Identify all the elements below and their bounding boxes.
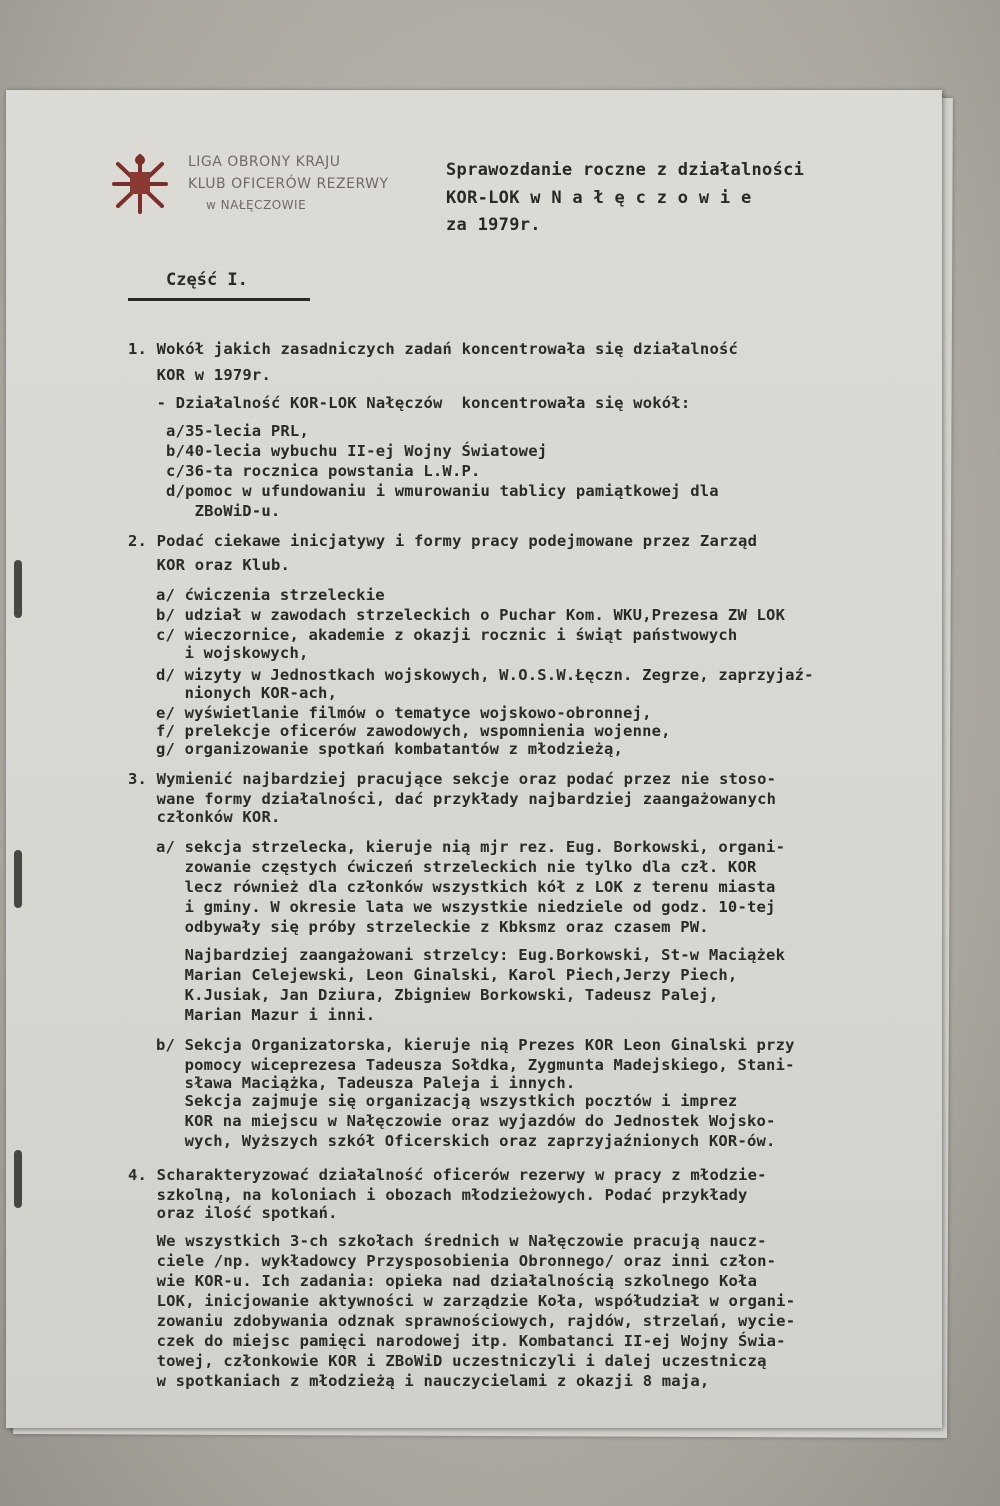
text-line: członków KOR. [128,808,281,826]
text-line: Marian Celejewski, Leon Ginalski, Karol Piech,Jerzy Piech, [156,966,738,984]
text-line: nionych KOR-ach, [156,684,338,702]
text-line: b/40-lecia wybuchu II-ej Wojny Światowej [166,442,548,460]
text-line: We wszystkich 3-ch szkołach średnich w Nałęczowie pracują naucz- [128,1232,767,1250]
text-line: wane formy działalności, dać przykłady najbardziej zaangażowanych [128,790,777,808]
text-line: zowanie częstych ćwiczeń strzeleckich nie tylko dla czł. KOR [156,858,757,876]
text-line: c/36-ta rocznica powstania L.W.P. [166,462,481,480]
punch-hole [14,850,22,908]
text-line: i gminy. W okresie lata we wszystkie niedziele od godz. 10-tej [156,898,776,916]
text-line: e/ wyświetlanie filmów o tematyce wojskowo-obronnej, [156,704,652,722]
text-line: d/pomoc w ufundowaniu i wmurowaniu tablicy pamiątkowej dla [166,482,719,500]
typewritten-page [6,90,942,1428]
text-line: c/ wieczornice, akademie z okazji rocznic i świąt państwowych [156,626,738,644]
text-line: d/ wizyty w Jednostkach wojskowych, W.O.S.W.Łęczn. Zegrze, zaprzyjaź- [156,666,814,684]
document-title-line-2: KOR-LOK w N a ł ę c z o w i e [446,188,752,208]
text-line: Marian Mazur i inni. [156,1006,376,1024]
organization-stamp [106,150,389,220]
text-line: KOR oraz Klub. [128,556,291,574]
text-line: 3. Wymienić najbardziej pracujące sekcje oraz podać przez nie stoso- [128,770,777,788]
text-line: wie KOR-u. Ich zadania: opieka nad działalnością szkolnego Koła [128,1272,758,1290]
text-line: czek do miejsc pamięci narodowej itp. Kombatanci II-ej Wojny Świa- [128,1332,786,1350]
text-line: b/ Sekcja Organizatorska, kieruje nią Prezes KOR Leon Ginalski przy [156,1036,795,1054]
document-title-line-1: Sprawozdanie roczne z działalności [446,160,805,180]
text-line: a/ sekcja strzelecka, kieruje nią mjr rez. Eug. Borkowski, organi- [156,838,786,856]
stamp-line-2: KLUB OFICERÓW REZERWY [188,176,389,192]
text-line: 1. Wokół jakich zasadniczych zadań koncentrowała się działalność [128,340,739,358]
text-line: sława Maciążka, Tadeusza Paleja i innych. [156,1074,576,1092]
text-line: LOK, inicjowanie aktywności w zarządzie Koła, współudział w organi- [128,1292,796,1310]
document-title-line-3: za 1979r. [446,215,541,235]
text-line: towej, członkowie KOR i ZBoWiD uczestniczyli i dalej uczestniczą [128,1352,767,1370]
text-line: KOR na miejscu w Nałęczowie oraz wyjazdów do Jednostek Wojsko- [156,1112,776,1130]
text-line: ZBoWiD-u. [166,502,281,520]
text-line: wych, Wyższych szkół Oficerskich oraz zaprzyjaźnionych KOR-ów. [156,1132,776,1150]
stamp-line-1: LIGA OBRONY KRAJU [188,154,341,170]
text-line: Najbardziej zaangażowani strzelcy: Eug.Borkowski, St-w Maciążek [156,946,786,964]
text-line: zowaniu zdobywania odznak sprawnościowych, rajdów, strzelań, wycie- [128,1312,796,1330]
part-heading-underline [128,298,310,301]
text-line: lecz również dla członków wszystkich kół z LOK z terenu miasta [156,878,776,896]
text-line: Sekcja zajmuje się organizacją wszystkich pocztów i imprez [156,1092,738,1110]
text-line: pomocy wiceprezesa Tadeusza Sołdka, Zygmunta Madejskiego, Stani- [156,1056,795,1074]
text-line: f/ prelekcje oficerów zawodowych, wspomnienia wojenne, [156,722,671,740]
text-line: oraz ilość spotkań. [128,1204,338,1222]
text-line: odbywały się próby strzeleckie z Kbksmz oraz czasem PW. [156,918,709,936]
text-line: 2. Podać ciekawe inicjatywy i formy pracy podejmowane przez Zarząd [128,532,758,550]
text-line: szkolną, na koloniach i obozach młodzieżowych. Podać przykłady [128,1186,748,1204]
text-line: i wojskowych, [156,644,309,662]
text-line: KOR w 1979r. [128,366,271,384]
text-line: ciele /np. wykładowcy Przysposobienia Obronnego/ oraz inni człon- [128,1252,777,1270]
text-line: K.Jusiak, Jan Dziura, Zbigniew Borkowski, Tadeusz Palej, [156,986,719,1004]
lok-cross-emblem [106,150,174,216]
part-heading: Część I. [166,270,248,290]
text-line: b/ udział w zawodach strzeleckich o Puchar Kom. WKU,Prezesa ZW LOK [156,606,786,624]
text-line: - Działalność KOR-LOK Nałęczów koncentrowała się wokół: [128,394,691,412]
stamp-line-3: w NAŁĘCZOWIE [206,198,307,212]
text-line: a/35-lecia PRL, [166,422,309,440]
text-line: 4. Scharakteryzować działalność oficerów rezerwy w pracy z młodzie- [128,1166,767,1184]
punch-hole [14,1150,22,1208]
text-line: g/ organizowanie spotkań kombatantów z młodzieżą, [156,740,624,758]
punch-hole [14,560,22,618]
text-line: w spotkaniach z młodzieżą i nauczycielami z okazji 8 maja, [128,1372,710,1390]
text-line: a/ ćwiczenia strzeleckie [156,586,385,604]
